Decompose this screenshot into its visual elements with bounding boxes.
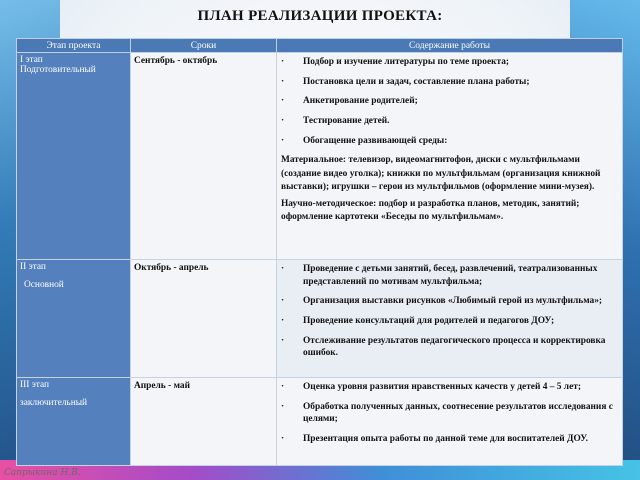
list-item-text: Постановка цели и задач, составление плана работы; (303, 76, 530, 87)
content-cell (277, 378, 623, 466)
content-cell (277, 260, 623, 378)
list-item-text: Обогащение развивающей среды: (303, 135, 448, 146)
table-row (17, 378, 623, 466)
bullet: · (281, 382, 285, 392)
list-item-text: Тестирование детей. (303, 116, 390, 127)
stage-name: Подготовительный (20, 65, 96, 75)
stage-cell (17, 378, 131, 466)
bullet: · (281, 116, 285, 127)
list-item-text: Организация выставки рисунков «Любимый герой из мультфильма»; (303, 296, 603, 307)
stage-name: Основной (24, 280, 64, 290)
bullet: · (281, 401, 285, 412)
list-item (281, 115, 618, 128)
list-item (281, 295, 618, 308)
paragraph-methodical: Научно-методическое: подбор и разработка планов, методик, занятий; оформление картотеки «Беседы по мультфильмам». (281, 198, 580, 223)
list-item-text: Проведение консультаций для родителей и педагогов ДОУ; (303, 316, 555, 327)
list-item (281, 95, 618, 108)
list-item-text: Анкетирование родителей; (303, 96, 418, 107)
list-item-text: Презентация опыта работы по данной теме для воспитателей ДОУ. (303, 434, 588, 445)
list-item-text: Подбор и изучение литературы по теме проекта; (303, 57, 510, 67)
list-item (281, 381, 618, 394)
list-item (281, 335, 618, 360)
stage-cell (17, 53, 131, 260)
bullet: · (281, 434, 285, 445)
stage-number: II этап (20, 262, 46, 272)
list-item (281, 135, 618, 148)
bullet: · (281, 264, 285, 274)
list-item (281, 401, 618, 426)
dates-cell: Апрель - май (131, 378, 277, 466)
bullet: · (281, 316, 285, 327)
list-item (281, 315, 618, 328)
table-row (17, 53, 623, 260)
project-plan-table (16, 38, 623, 466)
page-title: ПЛАН РЕАЛИЗАЦИИ ПРОЕКТА: (197, 8, 443, 24)
list-item (281, 76, 618, 89)
stage-number: III этап (20, 380, 49, 390)
stage-name: заключительный (20, 398, 88, 408)
list-item (281, 263, 618, 288)
stage-number: I этап (20, 55, 43, 65)
bullet: · (281, 335, 285, 346)
bullet: · (281, 76, 285, 87)
bullet: · (281, 296, 285, 307)
header-dates: Сроки (131, 39, 277, 53)
list-item-text: Оценка уровня развития нравственных качеств у детей 4 – 5 лет; (303, 382, 581, 392)
content-cell (277, 53, 623, 260)
table-row (17, 260, 623, 378)
list-item-text: Обработка полученных данных, соотнесение результатов исследования с целями; (303, 401, 613, 425)
paragraph-material: Материальное: телевизор, видеомагнитофон, диски с мультфильмами (создание видео уголка); книжки по мультфильмам (организация книжной выставки); игрушки – герои из мультфильмов (оформление мини-музея). (281, 155, 601, 192)
header-content: Содержание работы (277, 39, 623, 53)
author-signature: Сапрыкина Н.В. (4, 468, 81, 478)
bullet: · (281, 96, 285, 107)
bullet: · (281, 57, 285, 67)
list-item-text: Отслеживание результатов педагогического процесса и корректировка ошибок. (303, 335, 606, 359)
dates-cell: Октябрь - апрель (131, 260, 277, 378)
stage-cell (17, 260, 131, 378)
list-item (281, 433, 618, 446)
table-header-row (17, 39, 623, 53)
list-item (281, 56, 618, 69)
dates-cell: Сентябрь - октябрь (131, 53, 277, 260)
bullet: · (281, 135, 285, 146)
header-stage: Этап проекта (17, 39, 131, 53)
list-item-text: Проведение с детьми занятий, бесед, развлечений, театрализованных представлений по мотивам мультфильма; (303, 264, 598, 287)
